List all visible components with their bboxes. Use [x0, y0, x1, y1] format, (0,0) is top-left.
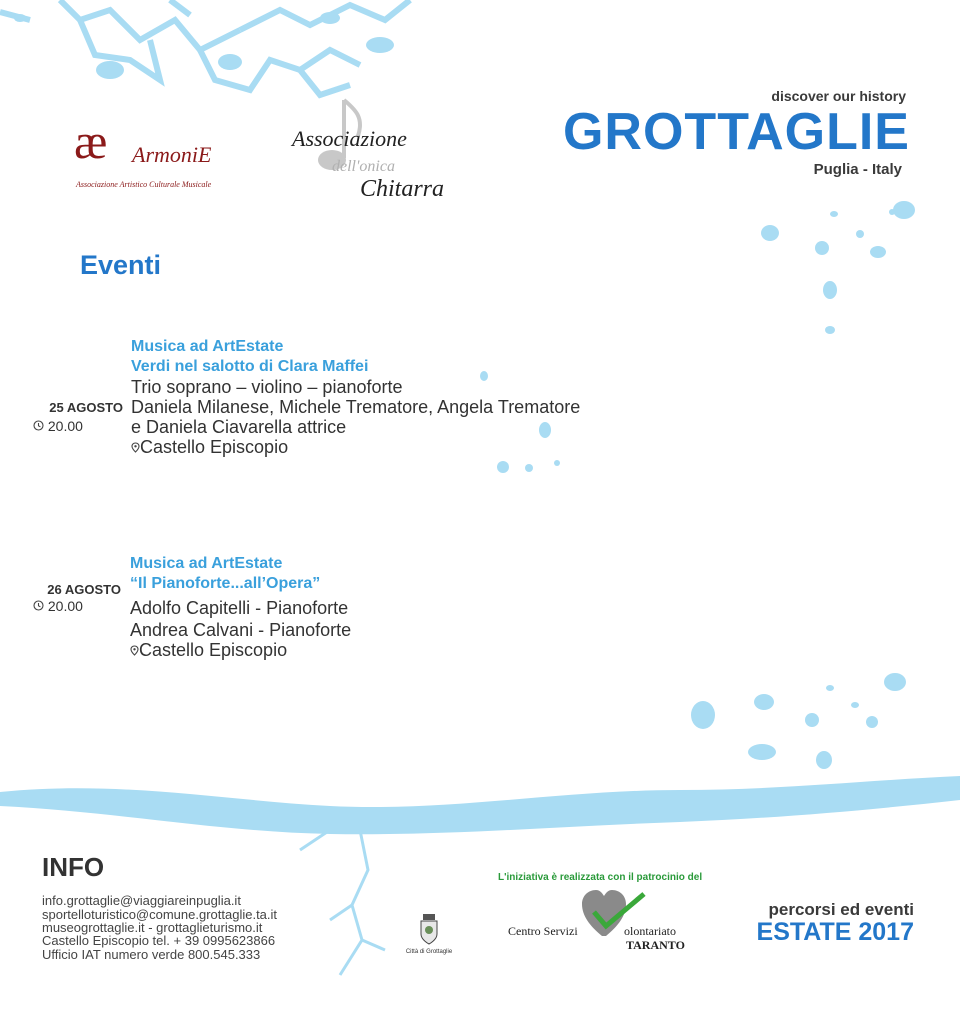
event-2-title-line1: Musica ad ArtEstate	[130, 555, 283, 572]
region-label: Puglia - Italy	[813, 161, 902, 178]
event-1-detail: Daniela Milanese, Michele Trematore, Angela Trematore	[131, 397, 581, 417]
event-1-detail: Trio soprano – violino – pianoforte	[131, 377, 403, 397]
chitarra-logo-line2: dell'onica	[332, 158, 395, 175]
town-crest-icon	[418, 912, 440, 946]
tagline: discover our history	[771, 88, 906, 104]
chitarra-logo	[288, 96, 498, 216]
top-splash-decoration	[0, 0, 410, 95]
chitarra-logo-line1: Associazione	[292, 126, 407, 151]
info-toll-free: Ufficio IAT numero verde 800.545.333	[42, 947, 261, 962]
events-section-title: Eventi	[80, 250, 162, 280]
event-2-location	[130, 640, 351, 660]
river-branches-decoration	[300, 830, 385, 975]
city-title: GROTTAGLIE	[562, 103, 910, 161]
clock-icon	[33, 600, 44, 611]
event-2-detail: Andrea Calvani - Pianoforte	[130, 620, 352, 640]
event-1-date: 25 AGOSTO	[49, 400, 123, 415]
armonie-logo-subtitle: Associazione Artistico Culturale Musicale	[76, 180, 212, 189]
event-2-time	[33, 598, 83, 614]
river-band-decoration	[0, 776, 960, 834]
patronage-text: L'iniziativa è realizzata con il patrocinio del	[498, 872, 703, 883]
info-websites[interactable]: museogrottaglie.it - grottaglieturismo.it	[42, 920, 263, 935]
chitarra-logo-line3: Chitarra	[360, 176, 445, 202]
event-2-location-text: Castello Episcopio	[139, 640, 288, 660]
location-pin-icon	[130, 645, 139, 656]
location-pin-icon	[131, 442, 140, 453]
csv-name-left: Centro Servizi	[508, 924, 578, 938]
info-phone: Castello Episcopio tel. + 39 0995623866	[42, 933, 276, 948]
event-1-location	[131, 437, 580, 457]
armonie-logo	[72, 113, 272, 198]
town-crest-label: Città di Grottaglie	[405, 949, 453, 955]
footer-title: ESTATE 2017	[756, 918, 914, 946]
event-1-detail: e Daniela Ciavarella attrice	[131, 417, 347, 437]
event-1-title-line2: Verdi nel salotto di Clara Maffei	[131, 358, 369, 375]
event-2-date: 26 AGOSTO	[47, 582, 121, 597]
event-1	[131, 337, 580, 457]
csv-city: TARANTO	[626, 938, 685, 952]
event-2-title-line2: “Il Pianoforte...all’Opera”	[130, 575, 321, 592]
armonie-logo-mark: æ	[74, 113, 108, 169]
event-1-location-text: Castello Episcopio	[140, 437, 289, 457]
event-1-time	[33, 418, 83, 434]
clock-icon	[33, 420, 44, 431]
event-2	[130, 554, 351, 660]
csv-name-right: olontariato	[624, 924, 676, 938]
info-title: INFO	[42, 852, 105, 882]
info-email[interactable]: sportelloturistico@comune.grottaglie.ta.it	[42, 907, 278, 922]
event-1-title-line1: Musica ad ArtEstate	[131, 338, 284, 355]
armonie-logo-name: ArmoniE	[132, 142, 212, 167]
footer-subtitle: percorsi ed eventi	[768, 900, 914, 919]
event-2-time-text: 20.00	[47, 598, 83, 614]
info-email[interactable]: info.grottaglie@viaggiareinpuglia.it	[42, 893, 241, 908]
event-2-detail: Adolfo Capitelli - Pianoforte	[130, 598, 349, 618]
event-1-time-text: 20.00	[47, 418, 83, 434]
scattered-drops-decoration	[480, 201, 915, 769]
